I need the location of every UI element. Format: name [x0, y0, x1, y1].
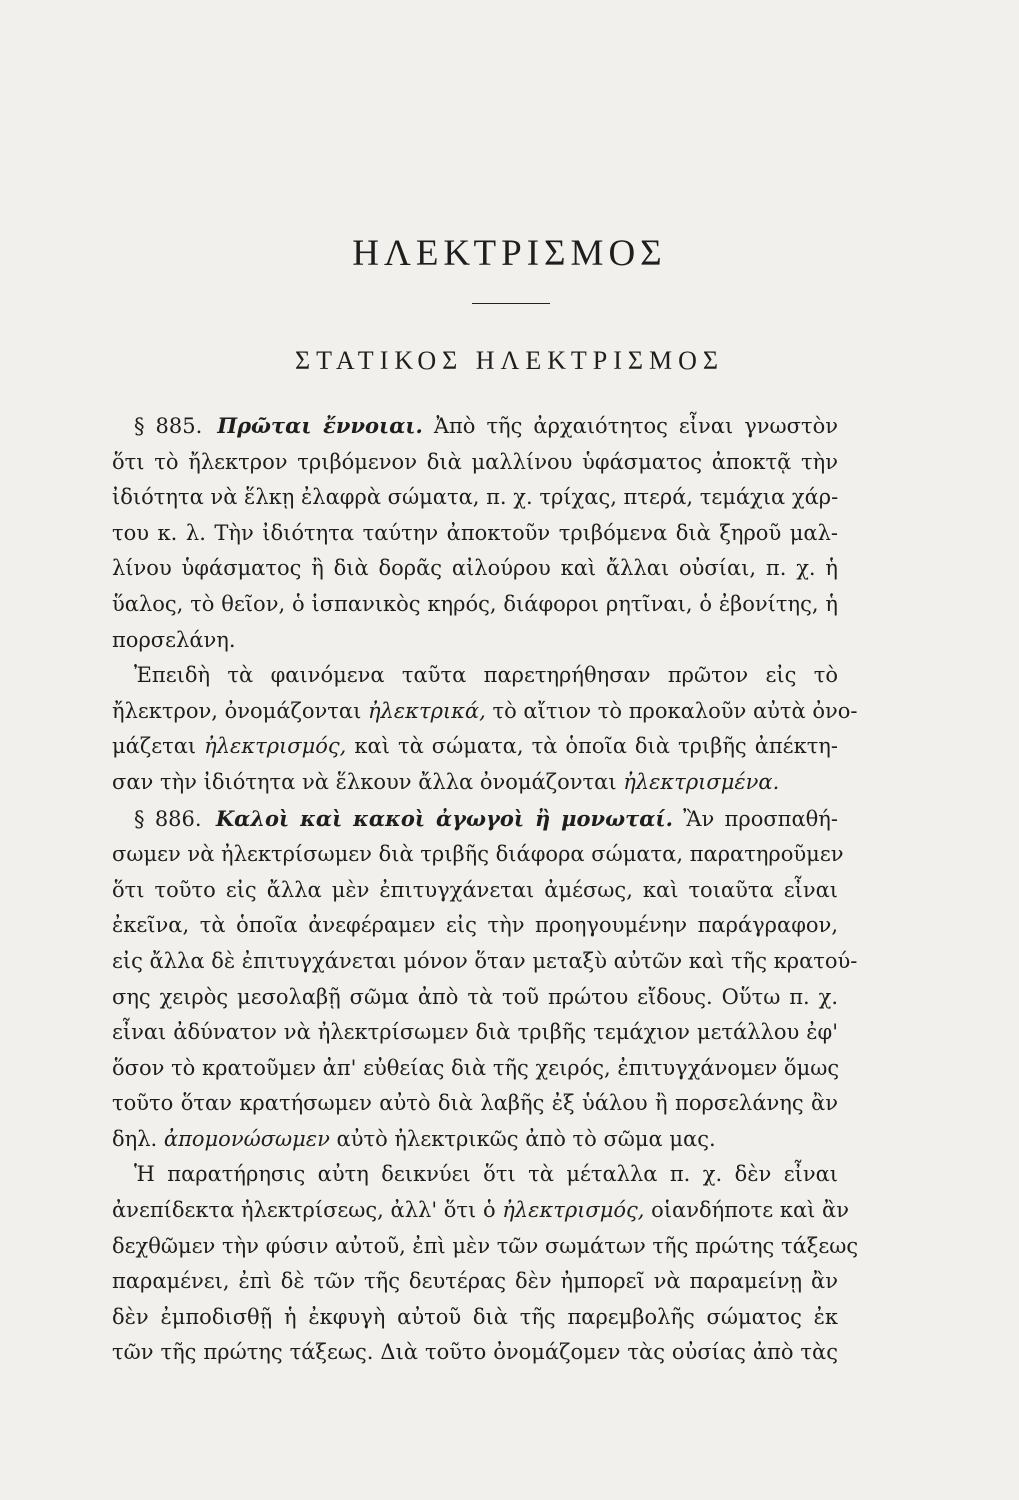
text-line [112, 1122, 838, 1158]
text-run: καὶ τὰ σώματα, τὰ ὁποῖα διὰ τριβῆς ἀπέκτη- [354, 734, 838, 759]
text-run: μάζεται [112, 734, 197, 759]
text-run: Ἀπὸ τῆς ἀρχαιότητος εἶναι γνωστὸν [433, 414, 838, 438]
section-heading: Καλοὶ καὶ κακοὶ ἀγωγοὶ ἢ μονωταί. [215, 805, 673, 831]
text-run: αὐτὸ ἠλεκτρικῶς ἀπὸ τὸ σῶμα μας. [336, 1126, 716, 1151]
text-line [112, 1193, 850, 1229]
text-line: δεχθῶμεν τὴν φύσιν αὐτοῦ, ἐπὶ μὲν τῶν σωμάτων τῆς πρώτης τάξεως [112, 1233, 859, 1258]
title-divider [472, 303, 550, 304]
italic-term: ἠλεκτρισμός, [502, 1198, 645, 1223]
text-line: σωμεν νὰ ἠλεκτρίσωμεν διὰ τριβῆς διάφορα σώματα, παρατηροῦμεν [112, 842, 844, 867]
text-run: δηλ. [112, 1126, 158, 1151]
italic-term: ἀπομονώσωμεν [163, 1126, 330, 1151]
italic-term: ἠλεκτρισμένα. [623, 769, 780, 794]
text-run: οἱανδήποτε καὶ ἂν [651, 1198, 850, 1223]
text-line [112, 729, 838, 765]
text-run: ἤλεκτρον, ὀνομάζονται [112, 698, 362, 723]
text-line: εἰς ἄλλα δὲ ἐπιτυγχάνεται μόνον ὅταν μεταξὺ αὐτῶν καὶ τῆς κρατού- [112, 948, 858, 973]
text-line: τοῦτο ὅταν κρατήσωμεν αὐτὸ διὰ λαβῆς ἐξ ὑάλου ἢ πορσελάνης ἂν [112, 1091, 838, 1116]
text-line: του κ. λ. Τὴν ἰδιότητα ταύτην ἀποκτοῦν τριβόμενα διὰ ξηροῦ μαλ- [112, 520, 838, 545]
text-run: ἀνεπίδεκτα ἠλεκτρίσεως, ἀλλ' ὅτι ὁ [112, 1198, 496, 1223]
text-line: σης χειρὸς μεσολαβῇ σῶμα ἀπὸ τὰ τοῦ πρώτου εἴδους. Οὕτω π. χ. [112, 984, 838, 1009]
section-title: ΣΤΑΤΙΚΟΣ ΗΛΕΚΤΡΙΣΜΟΣ [294, 346, 725, 375]
chapter-title: ΗΛΕΚΤΡΙΣΜΟΣ [352, 233, 667, 274]
text-line: ἰδιότητα νὰ ἕλκῃ ἐλαφρὰ σώματα, π. χ. τρίχας, πτερά, τεμάχια χάρ- [112, 485, 839, 510]
text-line: παραμένει, ἐπὶ δὲ τῶν τῆς δευτέρας δὲν ἠμπορεῖ νὰ παραμείνῃ ἂν [112, 1269, 838, 1294]
text-line: Ἡ παρατήρησις αὐτη δεικνύει ὅτι τὰ μέταλλα π. χ. δὲν εἶναι [134, 1162, 838, 1187]
text-run: Ἂν προσπαθή- [683, 806, 838, 831]
text-line: εἶναι ἀδύνατον νὰ ἠλεκτρίσωμεν διὰ τριβῆς τεμάχιον μετάλλου ἐφ' [112, 1020, 838, 1045]
italic-term: ἠλεκτρισμός, [204, 734, 347, 759]
text-run: σαν τὴν ἰδιότητα νὰ ἕλκουν ἄλλα ὀνομάζονται [112, 769, 617, 794]
section-heading: Πρῶται ἔννοιαι. [217, 413, 423, 438]
text-line: ὅσον τὸ κρατοῦμεν ἀπ' εὐθείας διὰ τῆς χειρός, ἐπιτυγχάνομεν ὅμως [112, 1055, 840, 1080]
text-line: τῶν τῆς πρώτης τάξεως. Διὰ τοῦτο ὀνομάζομεν τὰς οὐσίας ἀπὸ τὰς [112, 1340, 838, 1365]
text-line [112, 765, 838, 801]
text-run: τὸ αἴτιον τὸ προκαλοῦν αὐτὰ ὀνο- [492, 698, 858, 723]
text-line: ὅτι τοῦτο εἰς ἄλλα μὲν ἐπιτυγχάνεται ἀμέσως, καὶ τοιαῦτα εἶναι [112, 877, 838, 902]
body-text [112, 408, 859, 1371]
text-line [112, 694, 858, 730]
text-line: Ἐπειδὴ τὰ φαινόμενα ταῦτα παρετηρήθησαν πρῶτον εἰς τὸ [134, 663, 838, 688]
text-line: ὅτι τὸ ἤλεκτρον τριβόμενον διὰ μαλλίνου ὑφάσματος ἀποκτᾷ τὴν [112, 449, 838, 474]
paragraph-886-line [112, 801, 838, 838]
italic-term: ἠλεκτρικά, [368, 698, 486, 723]
text-line: ὕαλος, τὸ θεῖον, ὁ ἱσπανικὸς κηρός, διάφοροι ρητῖναι, ὁ ἐβονίτης, ἡ [112, 591, 838, 616]
text-line: ἐκεῖνα, τὰ ὁποῖα ἀνεφέραμεν εἰς τὴν προηγουμένην παράγραφον, [112, 913, 838, 938]
text-line: λίνου ὑφάσματος ἢ διὰ δορᾶς αἰλούρου καὶ ἄλλαι οὐσίαι, π. χ. ἡ [112, 556, 838, 581]
paragraph-885-line [112, 408, 838, 445]
section-number: § 886. [134, 806, 202, 831]
text-line: δὲν ἐμποδισθῇ ἡ ἐκφυγὴ αὐτοῦ διὰ τῆς παρεμβολῆς σώματος ἐκ [112, 1304, 838, 1329]
text-line: πορσελάνη. [112, 627, 236, 652]
section-number: § 885. [134, 414, 203, 438]
